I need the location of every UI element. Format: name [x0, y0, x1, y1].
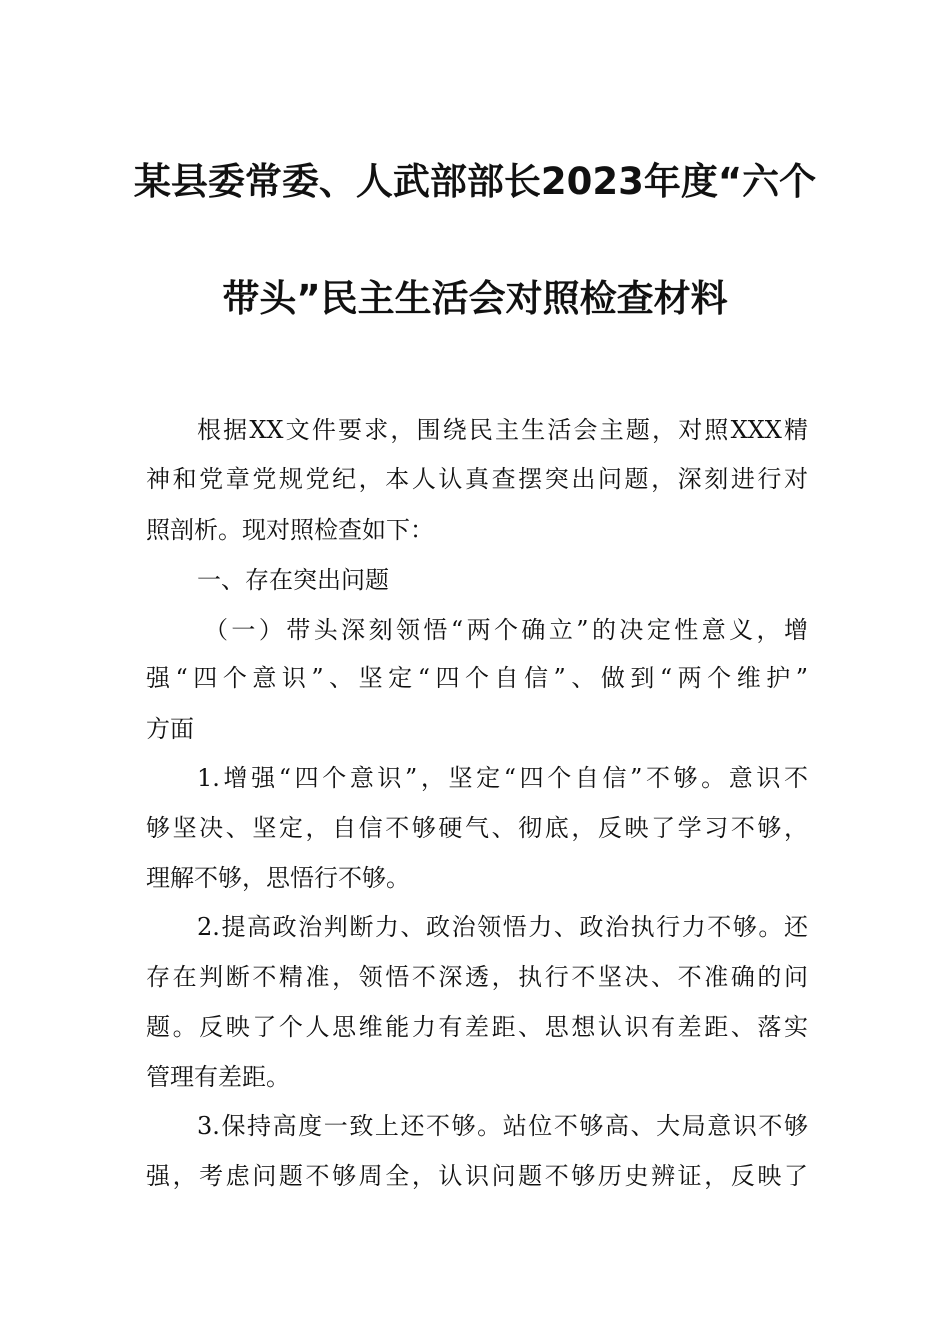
list-item-line: 存在判断不精准，领悟不深透，执行不坚决、不准确的问 [146, 963, 808, 991]
subsection-heading-line: （一）带头深刻领悟“两个确立”的决定性意义，增 [204, 616, 808, 644]
section-heading: 一、存在突出问题 [197, 566, 389, 594]
list-item-line: 管理有差距。 [146, 1063, 290, 1091]
paragraph-line: 神和党章党规党纪，本人认真查摆突出问题，深刻进行对 [146, 465, 808, 493]
list-item-line: 1.增强“四个意识”，坚定“四个自信”不够。意识不 [197, 764, 808, 792]
subsection-heading-line: 方面 [146, 715, 194, 743]
list-item-line: 够坚决、坚定，自信不够硬气、彻底，反映了学习不够， [146, 814, 808, 842]
list-item-line: 2.提高政治判断力、政治领悟力、政治执行力不够。还 [197, 913, 808, 941]
list-item-line: 3.保持高度一致上还不够。站位不够高、大局意识不够 [197, 1112, 808, 1140]
list-item-line: 强，考虑问题不够周全，认识问题不够历史辨证，反映了 [146, 1162, 808, 1190]
list-item-line: 理解不够，思悟行不够。 [146, 864, 410, 892]
document-title-line-1: 某县委常委、人武部部长2023年度“六个 [133, 160, 817, 203]
paragraph-line: 照剖析。现对照检查如下： [146, 516, 434, 544]
paragraph-line: 根据XX文件要求，围绕民主生活会主题，对照XXX精 [197, 416, 808, 444]
document-title-line-2: 带头”民主生活会对照检查材料 [222, 277, 728, 320]
list-item-line: 题。反映了个人思维能力有差距、思想认识有差距、落实 [146, 1013, 808, 1041]
subsection-heading-line: 强“四个意识”、坚定“四个自信”、做到“两个维护” [146, 664, 808, 692]
